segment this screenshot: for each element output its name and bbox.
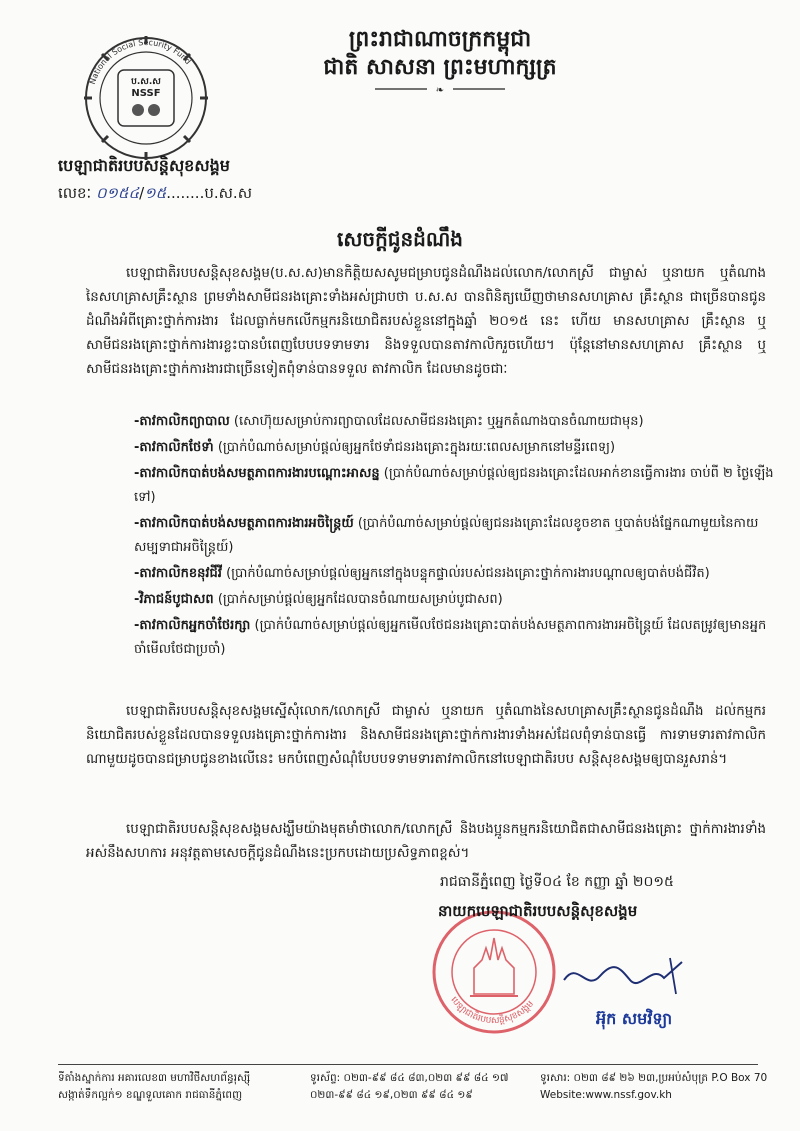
footer-contact — [540, 1070, 790, 1104]
benefit-label: -តាវកាលិកអ្នកចាំថែរក្សា — [134, 618, 251, 633]
benefit-label: -តាវកាលិកបាត់បង់សមត្ថភាពការងារអចិន្ត្រៃយ៍ — [134, 516, 354, 531]
address-line-1: ទីតាំងស្នាក់ការ អគារលេខ៣ មហាវិថីសហព័ន្ធរុស្ស៊ី — [58, 1072, 251, 1084]
official-seal — [430, 908, 558, 1036]
ref-year: ១៥ — [144, 184, 167, 202]
kingdom-line-2: ជាតិ សាសនា ព្រះមហាក្សត្រ — [323, 55, 557, 80]
benefit-desc: (សោហ៊ុយសម្រាប់ការព្យាបាលដែលសាមីជនរងគ្រោះ ឬអ្នកតំណាងបានចំណាយជាមុន) — [233, 414, 644, 429]
benefit-desc: (ប្រាក់បំណាច់សម្រាប់ផ្តល់ឲ្យជនរងគ្រោះដែលខូចខាត ឬបាត់បង់ផ្នែកណាមួយនៃកាយសម្បទាជាអចិន្ត្រៃយ៍) — [134, 516, 759, 555]
ref-number: ០១៥៤ — [95, 184, 140, 202]
benefit-label: -តាវកាលិកព្យាបាល — [134, 414, 230, 429]
logo-text: NSSF — [131, 88, 161, 99]
benefit-item — [134, 588, 774, 612]
benefit-desc: (ប្រាក់បំណាច់សម្រាប់ផ្តល់ឲ្យជនរងគ្រោះដែលអាក់ខានធ្វើការងារ ចាប់ពី ២ ថ្ងៃឡើងទៅ) — [134, 466, 774, 505]
phones-line-1: ០២៣-៩៩ ៨៤ ៨៣,០២៣ ៩៩ ៨៤ ១៧ — [343, 1072, 509, 1084]
kingdom-line-1: ព្រះរាជាណាចក្រកម្ពុជា — [348, 27, 532, 52]
paragraph-closing: បេឡាជាតិរបបសន្តិសុខសង្គមសង្ឃឹមយ៉ាងមុតមាំថាលោក/លោកស្រី និងបងប្អូនកម្មករនិយោជិតជាសាមីជនរងគ្រោះ ថ្នាក់ការងារទាំងអស់នឹងសហការ អនុវត្តតាមសេចក្តីជូនដំណឹងនេះប្រកបដោយប្រសិទ្ធភាពខ្ពស់។ — [86, 822, 766, 861]
benefit-label: -វិភាជន៍បូជាសព — [134, 592, 214, 607]
phones-line-2: ០២៣-៩៩ ៨៤ ១៩,០២៣ ៩៩ ៨៤ ១៩ — [310, 1089, 473, 1101]
benefit-item — [134, 614, 774, 662]
seal-text: បេឡាជាតិរបបសន្តិសុខសង្គម — [448, 995, 537, 1027]
signatory-title: នាយកបេឡាជាតិរបបសន្តិសុខសង្គម — [438, 902, 638, 920]
footer-phones — [310, 1070, 530, 1104]
benefit-desc: (ប្រាក់បំណាច់សម្រាប់ផ្តល់ឲ្យអ្នកនៅក្នុងបន្ទុកផ្ទាល់របស់ជនរងគ្រោះថ្នាក់ការងារបណ្តាលឲ្យបាត់បង់ជីវិត) — [226, 566, 710, 581]
phone-label: ទូរស័ព្ទ: — [310, 1072, 341, 1084]
svg-text:❧: ❧ — [435, 85, 445, 94]
ref-suffix: ប.ស.ស — [204, 184, 252, 202]
signatory-name: អ៊ុក សមវិទ្យា — [596, 1009, 673, 1028]
benefits-list — [134, 410, 774, 664]
benefit-label: -តាវកាលិកខនុវជីវី — [134, 566, 222, 581]
benefit-item — [134, 562, 774, 586]
benefit-item — [134, 462, 774, 510]
document-title: សេចក្តីជូនដំណឹង — [337, 227, 463, 251]
footer-divider — [58, 1064, 758, 1065]
kingdom-header — [230, 26, 650, 94]
benefit-label: -តាវកាលិកថែទាំ — [134, 440, 214, 455]
handwritten-signature — [560, 950, 690, 1000]
ref-label: លេខៈ — [58, 184, 92, 202]
nssf-logo — [82, 34, 210, 162]
benefit-label: -តាវកាលិកបាត់បង់សមត្ថភាពការងារបណ្តោះអាសន្ន — [134, 466, 380, 481]
date-line: រាជធានីភ្នំពេញ ថ្ងៃទី០៤ ខែ កញ្ញា ឆ្នាំ ២០១៥ — [440, 874, 674, 890]
benefit-item — [134, 410, 774, 434]
address-line-2: សង្កាត់ទឹកល្អក់១ ខណ្ឌទួលគោក រាជធានីភ្នំពេញ — [58, 1089, 243, 1101]
footer-address — [58, 1070, 278, 1104]
benefit-item — [134, 512, 774, 560]
organization-name: បេឡាជាតិរបបសន្តិសុខសង្គម — [58, 156, 230, 175]
paragraph-request: បេឡាជាតិរបបសន្តិសុខសង្គមស្នើសុំលោក/លោកស្រី ជាម្ចាស់ ឬនាយក ឬតំណាងនៃសហគ្រាសគ្រឹះស្ថានជូនដំណឹង ដល់កម្មករនិយោជិតរបស់ខ្លួនដែលបានទទួលរងគ្រោះថ្នាក់ការងារ និងសាមីជនរងគ្រោះថ្នាក់ការងារទាំងអស់ដែលពុំទាន់បានធ្វើ ការទាមទារតាវកាលិកណាមួយដូចបានជម្រាបជូនខាងលើនេះ មកបំពេញសំណុំបែបបទទាមទារតាវកាលិកនៅបេឡាជាតិរបប សន្តិសុខសង្គមឲ្យបានរួសរាន់។ — [86, 704, 766, 767]
ornament-divider — [375, 84, 505, 94]
benefit-desc: (ប្រាក់បំណាច់សម្រាប់ផ្តល់ឲ្យអ្នកមើលថែជនរងគ្រោះបាត់បង់សមត្ថភាពការងារអចិន្ត្រៃយ៍ ដែលតម្រូវឲ្យមានអ្នកចាំមើលថែជាប្រចាំ) — [134, 618, 767, 657]
benefit-item — [134, 436, 774, 460]
logo-ring-text: National Social Security Fund — [87, 37, 193, 86]
fax-line: ទូរសារ: ០២៣ ៨៩ ២៦ ២៣,ប្រអប់សំបុត្រ P.O Box 70 — [540, 1072, 768, 1084]
logo-abbrev: ប.ស.ស — [131, 77, 161, 87]
benefit-desc: (ប្រាក់បំណាច់សម្រាប់ផ្តល់ឲ្យអ្នកថែទាំជនរងគ្រោះក្នុងរយៈពេលសម្រាកនៅមន្ទីរពេទ្យ) — [217, 440, 616, 455]
benefit-desc: (ប្រាក់សម្រាប់ផ្តល់ឲ្យអ្នកដែលបានចំណាយសម្រាប់បូជាសព) — [217, 592, 503, 607]
website-link[interactable]: Website:www.nssf.gov.kh — [540, 1089, 672, 1101]
paragraph-intro: បេឡាជាតិរបបសន្តិសុខសង្គម(ប.ស.ស)មានកិត្តិយសសូមជម្រាបជូនដំណឹងដល់លោក/លោកស្រី ជាម្ចាស់ ឬនាយក ឬតំណាងនៃសហគ្រាសគ្រឹះស្ថាន ព្រមទាំងសាមីជនរងគ្រោះទាំងអស់ជ្រាបថា ប.ស.ស បានពិនិត្យឃើញថាមានសហគ្រាស គ្រឹះស្ថាន ជាច្រើនបានជូនដំណឹងអំពីគ្រោះថ្នាក់ការងារ ដែលធ្លាក់មកលើកម្មករនិយោជិតរបស់ខ្លួននៅក្នុងឆ្នាំ ២០១៥ នេះ ហើយ មានសហគ្រាស គ្រឹះស្ថាន ឬសាមីជនរងគ្រោះថ្នាក់ការងារខ្លះបានបំពេញបែបបទទាមទារ និងទទួលបានតាវកាលិករួចហើយ។ ប៉ុន្តែនៅមានសហគ្រាស គ្រឹះស្ថាន ឬសាមីជនរងគ្រោះថ្នាក់ការងារជាច្រើនទៀតពុំទាន់បានទទួល តាវកាលិក ដែលមានដូចជាៈ — [86, 266, 766, 377]
reference-number: លេខៈ ០១៥៤/១៥........ប.ស.ស — [58, 184, 252, 202]
